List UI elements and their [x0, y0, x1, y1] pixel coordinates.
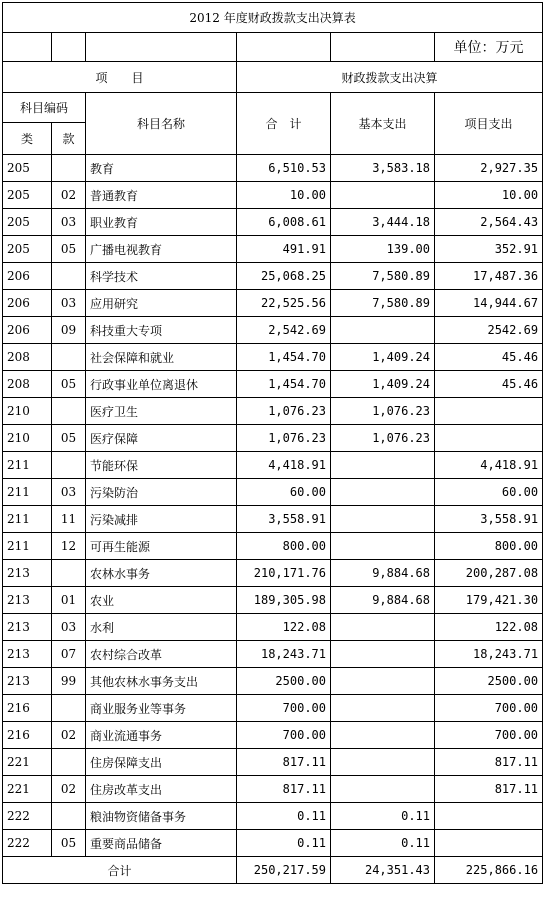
section-code: 02: [52, 776, 86, 803]
table-row: [3, 830, 543, 857]
basic-value: [331, 749, 435, 776]
basic-value: 9,884.68: [331, 587, 435, 614]
table-row: [3, 317, 543, 344]
class-code: 205: [3, 209, 52, 236]
table-row: [3, 668, 543, 695]
class-code: 208: [3, 371, 52, 398]
class-code: 205: [3, 236, 52, 263]
item-name: 社会保障和就业: [86, 344, 237, 371]
project-value: 817.11: [435, 776, 543, 803]
section-code: 05: [52, 371, 86, 398]
table-row: [3, 749, 543, 776]
basic-value: [331, 614, 435, 641]
section-code: 12: [52, 533, 86, 560]
basic-value: [331, 479, 435, 506]
class-code: 222: [3, 803, 52, 830]
item-name: 重要商品储备: [86, 830, 237, 857]
class-code: 213: [3, 668, 52, 695]
basic-value: 1,409.24: [331, 344, 435, 371]
table-row: [3, 371, 543, 398]
total-value: 700.00: [237, 695, 331, 722]
class-code: 206: [3, 290, 52, 317]
total-value: 700.00: [237, 722, 331, 749]
project-value: 60.00: [435, 479, 543, 506]
table-row: [3, 236, 543, 263]
class-code: 210: [3, 398, 52, 425]
section-code: 02: [52, 182, 86, 209]
class-code: 206: [3, 263, 52, 290]
table-row: [3, 209, 543, 236]
budget-table: [2, 2, 543, 884]
item-name: 职业教育: [86, 209, 237, 236]
table-row: [3, 479, 543, 506]
budget-header: 财政拨款支出决算: [237, 62, 543, 93]
table-row: [3, 344, 543, 371]
total-row: [3, 857, 543, 884]
section-code: 05: [52, 236, 86, 263]
grand-total-value: 250,217.59: [237, 857, 331, 884]
item-name: 应用研究: [86, 290, 237, 317]
grand-basic-value: 24,351.43: [331, 857, 435, 884]
item-name: 广播电视教育: [86, 236, 237, 263]
project-value: 352.91: [435, 236, 543, 263]
class-code: 206: [3, 317, 52, 344]
project-value: 122.08: [435, 614, 543, 641]
project-value: 800.00: [435, 533, 543, 560]
item-name: 商业服务业等事务: [86, 695, 237, 722]
total-value: 1,454.70: [237, 371, 331, 398]
item-header: 项 目: [3, 62, 237, 93]
class-code: 213: [3, 641, 52, 668]
project-value: 2,927.35: [435, 155, 543, 182]
total-value: 122.08: [237, 614, 331, 641]
table-row: [3, 452, 543, 479]
item-name: 商业流通事务: [86, 722, 237, 749]
basic-value: [331, 722, 435, 749]
project-value: [435, 803, 543, 830]
total-value: 25,068.25: [237, 263, 331, 290]
class-code: 211: [3, 506, 52, 533]
total-label: 合计: [3, 857, 237, 884]
section-header: 款: [52, 123, 86, 155]
section-code: 02: [52, 722, 86, 749]
item-name: 污染减排: [86, 506, 237, 533]
project-value: 45.46: [435, 344, 543, 371]
item-name: 医疗卫生: [86, 398, 237, 425]
total-value: 210,171.76: [237, 560, 331, 587]
item-name: 医疗保障: [86, 425, 237, 452]
total-value: 189,305.98: [237, 587, 331, 614]
section-code: 03: [52, 209, 86, 236]
class-code: 210: [3, 425, 52, 452]
total-value: 800.00: [237, 533, 331, 560]
basic-value: 0.11: [331, 803, 435, 830]
name-header: 科目名称: [86, 93, 237, 155]
class-code: 213: [3, 560, 52, 587]
project-header: 项目支出: [435, 93, 543, 155]
table-row: [3, 398, 543, 425]
basic-value: 9,884.68: [331, 560, 435, 587]
section-code: 05: [52, 425, 86, 452]
basic-value: [331, 776, 435, 803]
basic-value: [331, 695, 435, 722]
table-row: [3, 722, 543, 749]
item-name: 节能环保: [86, 452, 237, 479]
total-value: 491.91: [237, 236, 331, 263]
table-row: [3, 263, 543, 290]
basic-value: [331, 317, 435, 344]
table-row: [3, 290, 543, 317]
section-code: [52, 749, 86, 776]
table-row: [3, 560, 543, 587]
class-code: 205: [3, 155, 52, 182]
item-name: 其他农林水事务支出: [86, 668, 237, 695]
section-code: 99: [52, 668, 86, 695]
project-value: [435, 830, 543, 857]
total-value: 3,558.91: [237, 506, 331, 533]
project-value: [435, 425, 543, 452]
table-row: [3, 425, 543, 452]
total-value: 60.00: [237, 479, 331, 506]
section-code: [52, 695, 86, 722]
basic-value: 7,580.89: [331, 263, 435, 290]
section-code: 03: [52, 479, 86, 506]
section-code: [52, 263, 86, 290]
project-value: 10.00: [435, 182, 543, 209]
class-code: 221: [3, 749, 52, 776]
basic-value: [331, 452, 435, 479]
table-row: [3, 533, 543, 560]
total-value: 0.11: [237, 803, 331, 830]
total-value: 1,076.23: [237, 398, 331, 425]
unit-row: [3, 33, 543, 62]
basic-value: [331, 182, 435, 209]
project-value: 817.11: [435, 749, 543, 776]
section-code: [52, 155, 86, 182]
item-name: 水利: [86, 614, 237, 641]
blank-cell: [237, 33, 331, 62]
basic-value: [331, 641, 435, 668]
basic-value: 3,444.18: [331, 209, 435, 236]
blank-cell: [3, 33, 52, 62]
table-row: [3, 587, 543, 614]
section-code: 11: [52, 506, 86, 533]
class-code: 211: [3, 479, 52, 506]
total-value: 6,008.61: [237, 209, 331, 236]
section-code: 05: [52, 830, 86, 857]
section-code: 01: [52, 587, 86, 614]
section-code: [52, 398, 86, 425]
class-code: 213: [3, 587, 52, 614]
item-name: 农林水事务: [86, 560, 237, 587]
title-row: [3, 3, 543, 33]
total-value: 1,076.23: [237, 425, 331, 452]
class-code: 216: [3, 695, 52, 722]
total-value: 6,510.53: [237, 155, 331, 182]
total-value: 1,454.70: [237, 344, 331, 371]
basic-header: 基本支出: [331, 93, 435, 155]
grand-project-value: 225,866.16: [435, 857, 543, 884]
section-code: 03: [52, 290, 86, 317]
project-value: [435, 398, 543, 425]
item-name: 农业: [86, 587, 237, 614]
class-code: 205: [3, 182, 52, 209]
project-value: 18,243.71: [435, 641, 543, 668]
unit-label: 单位：万元: [435, 33, 543, 62]
basic-value: 1,076.23: [331, 398, 435, 425]
basic-value: 0.11: [331, 830, 435, 857]
table-row: [3, 182, 543, 209]
project-value: 14,944.67: [435, 290, 543, 317]
table-row: [3, 776, 543, 803]
section-code: 07: [52, 641, 86, 668]
basic-value: 139.00: [331, 236, 435, 263]
table-row: [3, 506, 543, 533]
project-value: 700.00: [435, 722, 543, 749]
total-value: 22,525.56: [237, 290, 331, 317]
class-header: 类: [3, 123, 52, 155]
total-value: 18,243.71: [237, 641, 331, 668]
basic-value: [331, 533, 435, 560]
project-value: 179,421.30: [435, 587, 543, 614]
header-row-1: [3, 62, 543, 93]
blank-cell: [52, 33, 86, 62]
project-value: 4,418.91: [435, 452, 543, 479]
item-name: 普通教育: [86, 182, 237, 209]
item-name: 粮油物资储备事务: [86, 803, 237, 830]
table-row: [3, 641, 543, 668]
item-name: 科技重大专项: [86, 317, 237, 344]
total-value: 2,542.69: [237, 317, 331, 344]
project-value: 2500.00: [435, 668, 543, 695]
item-name: 可再生能源: [86, 533, 237, 560]
total-value: 817.11: [237, 749, 331, 776]
basic-value: [331, 506, 435, 533]
section-code: 03: [52, 614, 86, 641]
section-code: [52, 344, 86, 371]
section-code: 09: [52, 317, 86, 344]
class-code: 216: [3, 722, 52, 749]
class-code: 221: [3, 776, 52, 803]
total-value: 4,418.91: [237, 452, 331, 479]
table-title: 2012 年度财政拨款支出决算表: [3, 3, 543, 33]
item-name: 污染防治: [86, 479, 237, 506]
item-name: 农村综合改革: [86, 641, 237, 668]
table-row: [3, 803, 543, 830]
item-name: 住房改革支出: [86, 776, 237, 803]
total-value: 0.11: [237, 830, 331, 857]
project-value: 2,564.43: [435, 209, 543, 236]
table-row: [3, 695, 543, 722]
project-value: 700.00: [435, 695, 543, 722]
class-code: 213: [3, 614, 52, 641]
project-value: 17,487.36: [435, 263, 543, 290]
header-row-2: [3, 93, 543, 123]
project-value: 200,287.08: [435, 560, 543, 587]
item-name: 住房保障支出: [86, 749, 237, 776]
section-code: [52, 560, 86, 587]
section-code: [52, 803, 86, 830]
blank-cell: [331, 33, 435, 62]
basic-value: 7,580.89: [331, 290, 435, 317]
class-code: 211: [3, 533, 52, 560]
basic-value: 1,409.24: [331, 371, 435, 398]
project-value: 2542.69: [435, 317, 543, 344]
table-row: [3, 155, 543, 182]
class-code: 222: [3, 830, 52, 857]
total-value: 10.00: [237, 182, 331, 209]
total-value: 2500.00: [237, 668, 331, 695]
total-header: 合 计: [237, 93, 331, 155]
total-value: 817.11: [237, 776, 331, 803]
class-code: 211: [3, 452, 52, 479]
item-name: 行政事业单位离退休: [86, 371, 237, 398]
blank-cell: [86, 33, 237, 62]
class-code: 208: [3, 344, 52, 371]
section-code: [52, 452, 86, 479]
item-name: 教育: [86, 155, 237, 182]
item-name: 科学技术: [86, 263, 237, 290]
project-value: 3,558.91: [435, 506, 543, 533]
code-header: 科目编码: [3, 93, 86, 123]
table-row: [3, 614, 543, 641]
project-value: 45.46: [435, 371, 543, 398]
basic-value: 3,583.18: [331, 155, 435, 182]
basic-value: [331, 668, 435, 695]
basic-value: 1,076.23: [331, 425, 435, 452]
